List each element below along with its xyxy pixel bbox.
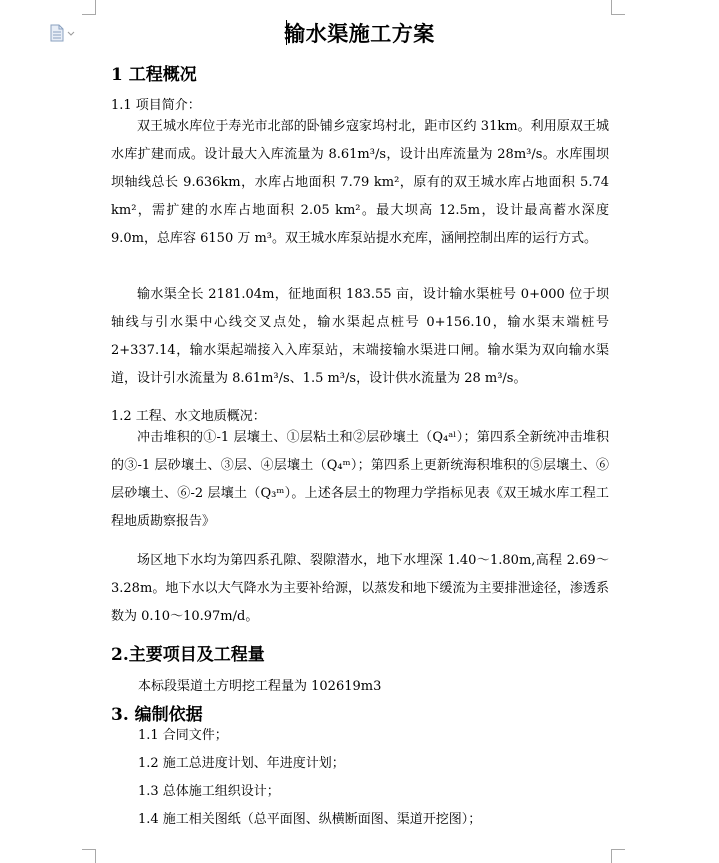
section-1-heading: 1 工程概况 [111, 65, 197, 85]
basis-list-item: 1.2 施工总进度计划、年进度计划； [138, 756, 345, 771]
section-3-heading: 3. 编制依据 [111, 705, 203, 725]
section-1-1-heading: 1.1 项目简介： [111, 98, 201, 113]
geology-paragraph-2: 场区地下水均为第四系孔隙、裂隙潜水，地下水埋深 1.40～1.80m,高程 2.69～3.28m。地下水以大气降水为主要补给源，以蒸发和地下缓流为主要排泄途径，渗透系数为 0.10～10.97m/d。 [111, 553, 609, 624]
document-title: 输水渠施工方案 [284, 21, 435, 46]
crop-mark [611, 0, 612, 14]
basis-list-item: 1.1 合同文件； [138, 728, 228, 743]
crop-mark [95, 0, 96, 14]
basis-list-item: 1.4 施工相关图纸（总平面图、纵横断面图、渠道开挖图）； [138, 812, 482, 827]
crop-mark [611, 14, 625, 15]
crop-mark [95, 849, 96, 863]
crop-mark [611, 849, 612, 863]
project-intro-paragraph-1: 双王城水库位于寿光市北部的卧铺乡寇家坞村北，距市区约 31km。利用原双王城水库扩建而成。设计最大入库流量为 8.61m³/s，设计出库流量为 28m³/s。水库围坝坝轴线总长 9.636km，水库占地面积 7.79 km²，原有的双王城水库占地面积 5.74 km²，需扩建的水库占地面积 2.05 km²。最大坝高 12.5m，设计最高蓄水深度 9.0m，总库容 6150 万 m³。双王城水库泵站提水充库，涵闸控制出库的运行方式。 [111, 119, 609, 246]
section-1-2-heading: 1.2 工程、水文地质概况： [111, 409, 266, 424]
section-2-body: 本标段渠道土方明挖工程量为 102619m3 [138, 679, 382, 694]
crop-mark [611, 849, 625, 850]
geology-paragraph-1: 冲击堆积的①-1 层壤土、①层粘土和②层砂壤土（Q₄ᵃˡ）；第四系全新统冲击堆积的③-1 层砂壤土、③层、④层壤土（Q₄ᵐ）；第四系上更新统海积堆积的⑤层壤土、⑥层砂壤土、⑥-2 层壤土（Q₃ᵐ）。上述各层土的物理力学指标见表《双王城水库工程工程地质勘察报告》 [111, 430, 609, 529]
section-2-heading: 2.主要项目及工程量 [111, 645, 265, 665]
project-intro-paragraph-2: 输水渠全长 2181.04m，征地面积 183.55 亩，设计输水渠桩号 0+000 位于坝轴线与引水渠中心线交叉点处，输水渠起点桩号 0+156.10，输水渠末端桩号 2+337.14，输水渠起端接入入库泵站，末端接输水渠进口闸。输水渠为双向输水渠道，设计引水流量为 8.61m³/s、1.5 m³/s，设计供水流量为 28 m³/s。 [111, 287, 609, 386]
crop-mark [82, 14, 96, 15]
basis-list-item: 1.3 总体施工组织设计； [138, 784, 280, 799]
crop-mark [82, 849, 96, 850]
